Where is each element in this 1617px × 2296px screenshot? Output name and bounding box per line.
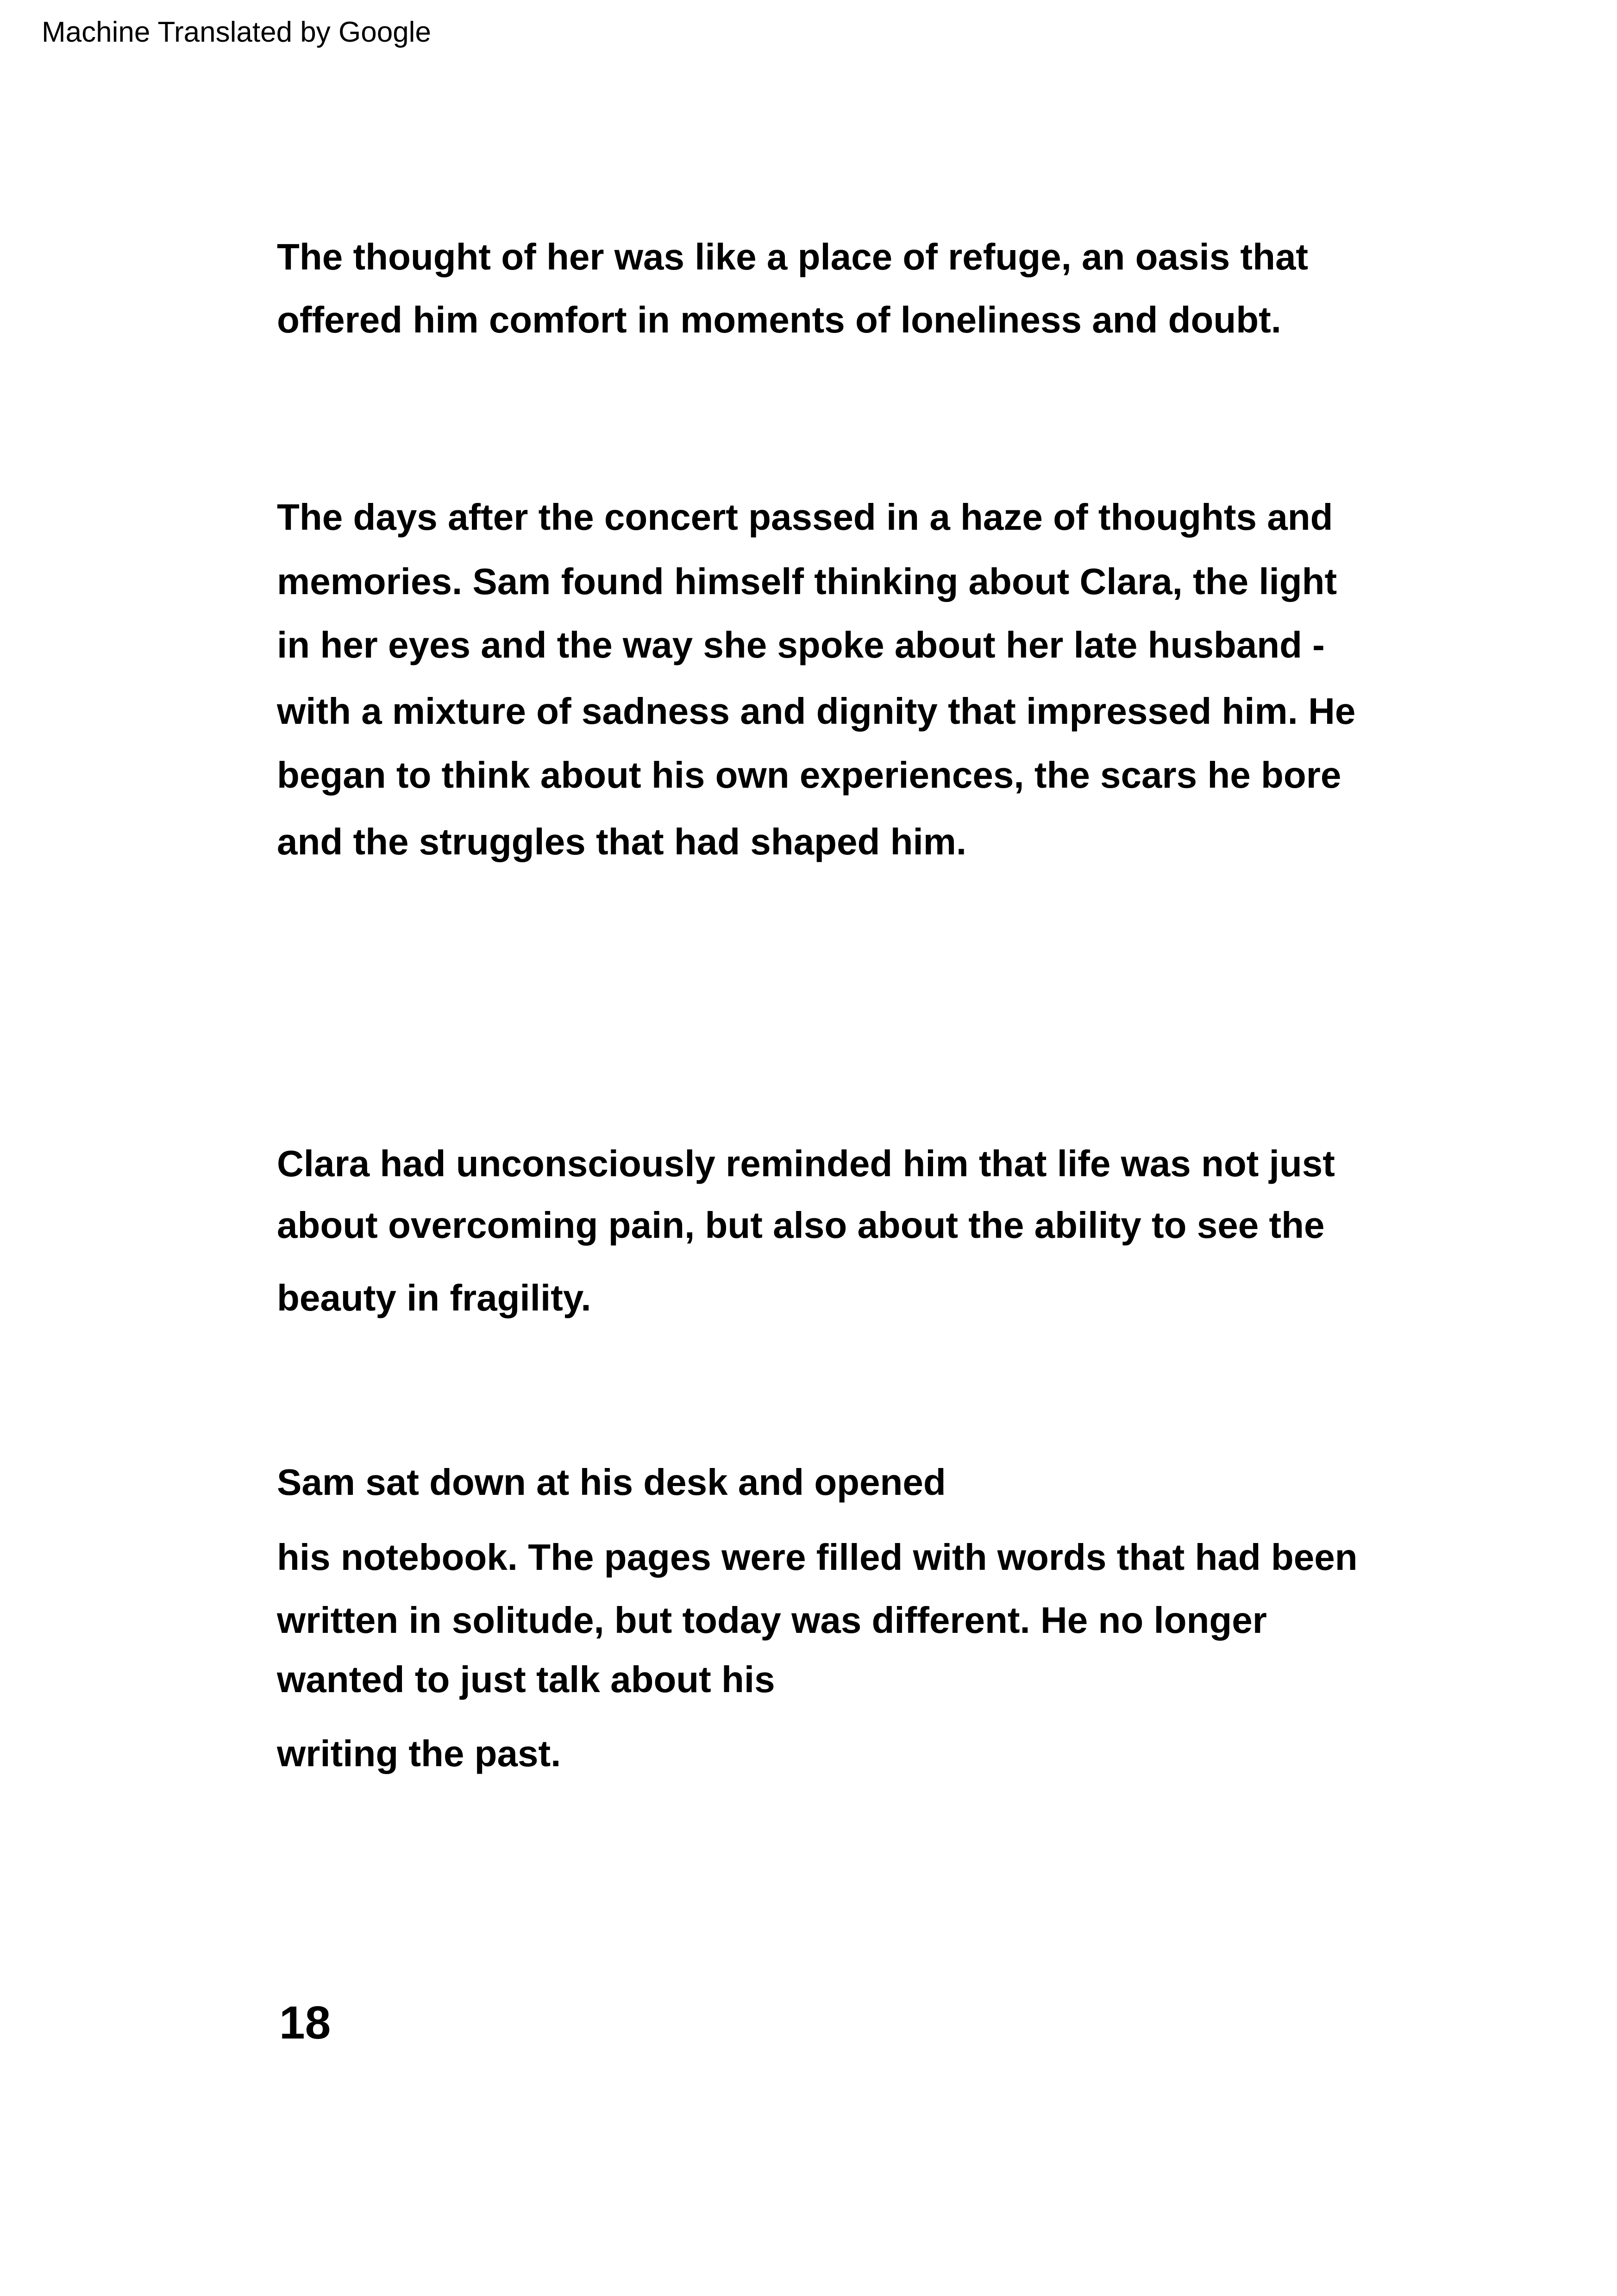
paragraph-line: Sam sat down at his desk and opened — [277, 1462, 946, 1503]
paragraph-line: with a mixture of sadness and dignity that impressed him. He — [277, 690, 1356, 732]
paragraph-line: about overcoming pain, but also about the ability to see the — [277, 1204, 1325, 1246]
paragraph-line: began to think about his own experiences, the scars he bore — [277, 754, 1341, 796]
paragraph-line: and the struggles that had shaped him. — [277, 821, 967, 862]
page-number: 18 — [279, 1997, 331, 2049]
paragraph-line: The thought of her was like a place of refuge, an oasis that — [277, 236, 1309, 277]
paragraph-line: his notebook. The pages were filled with words that had been — [277, 1537, 1358, 1578]
paragraph-line: offered him comfort in moments of loneliness and doubt. — [277, 299, 1281, 340]
paragraph-line: Clara had unconsciously reminded him that life was not just — [277, 1143, 1335, 1184]
paragraph-line: in her eyes and the way she spoke about her late husband - — [277, 624, 1325, 665]
paragraph-line: writing the past. — [277, 1733, 561, 1774]
paragraph-line: written in solitude, but today was different. He no longer — [277, 1600, 1267, 1641]
machine-translation-note: Machine Translated by Google — [42, 16, 431, 48]
paragraph-line: wanted to just talk about his — [277, 1659, 775, 1700]
paragraph-line: memories. Sam found himself thinking about Clara, the light — [277, 561, 1337, 602]
paragraph-line: The days after the concert passed in a haze of thoughts and — [277, 496, 1333, 538]
paragraph-line: beauty in fragility. — [277, 1277, 591, 1318]
